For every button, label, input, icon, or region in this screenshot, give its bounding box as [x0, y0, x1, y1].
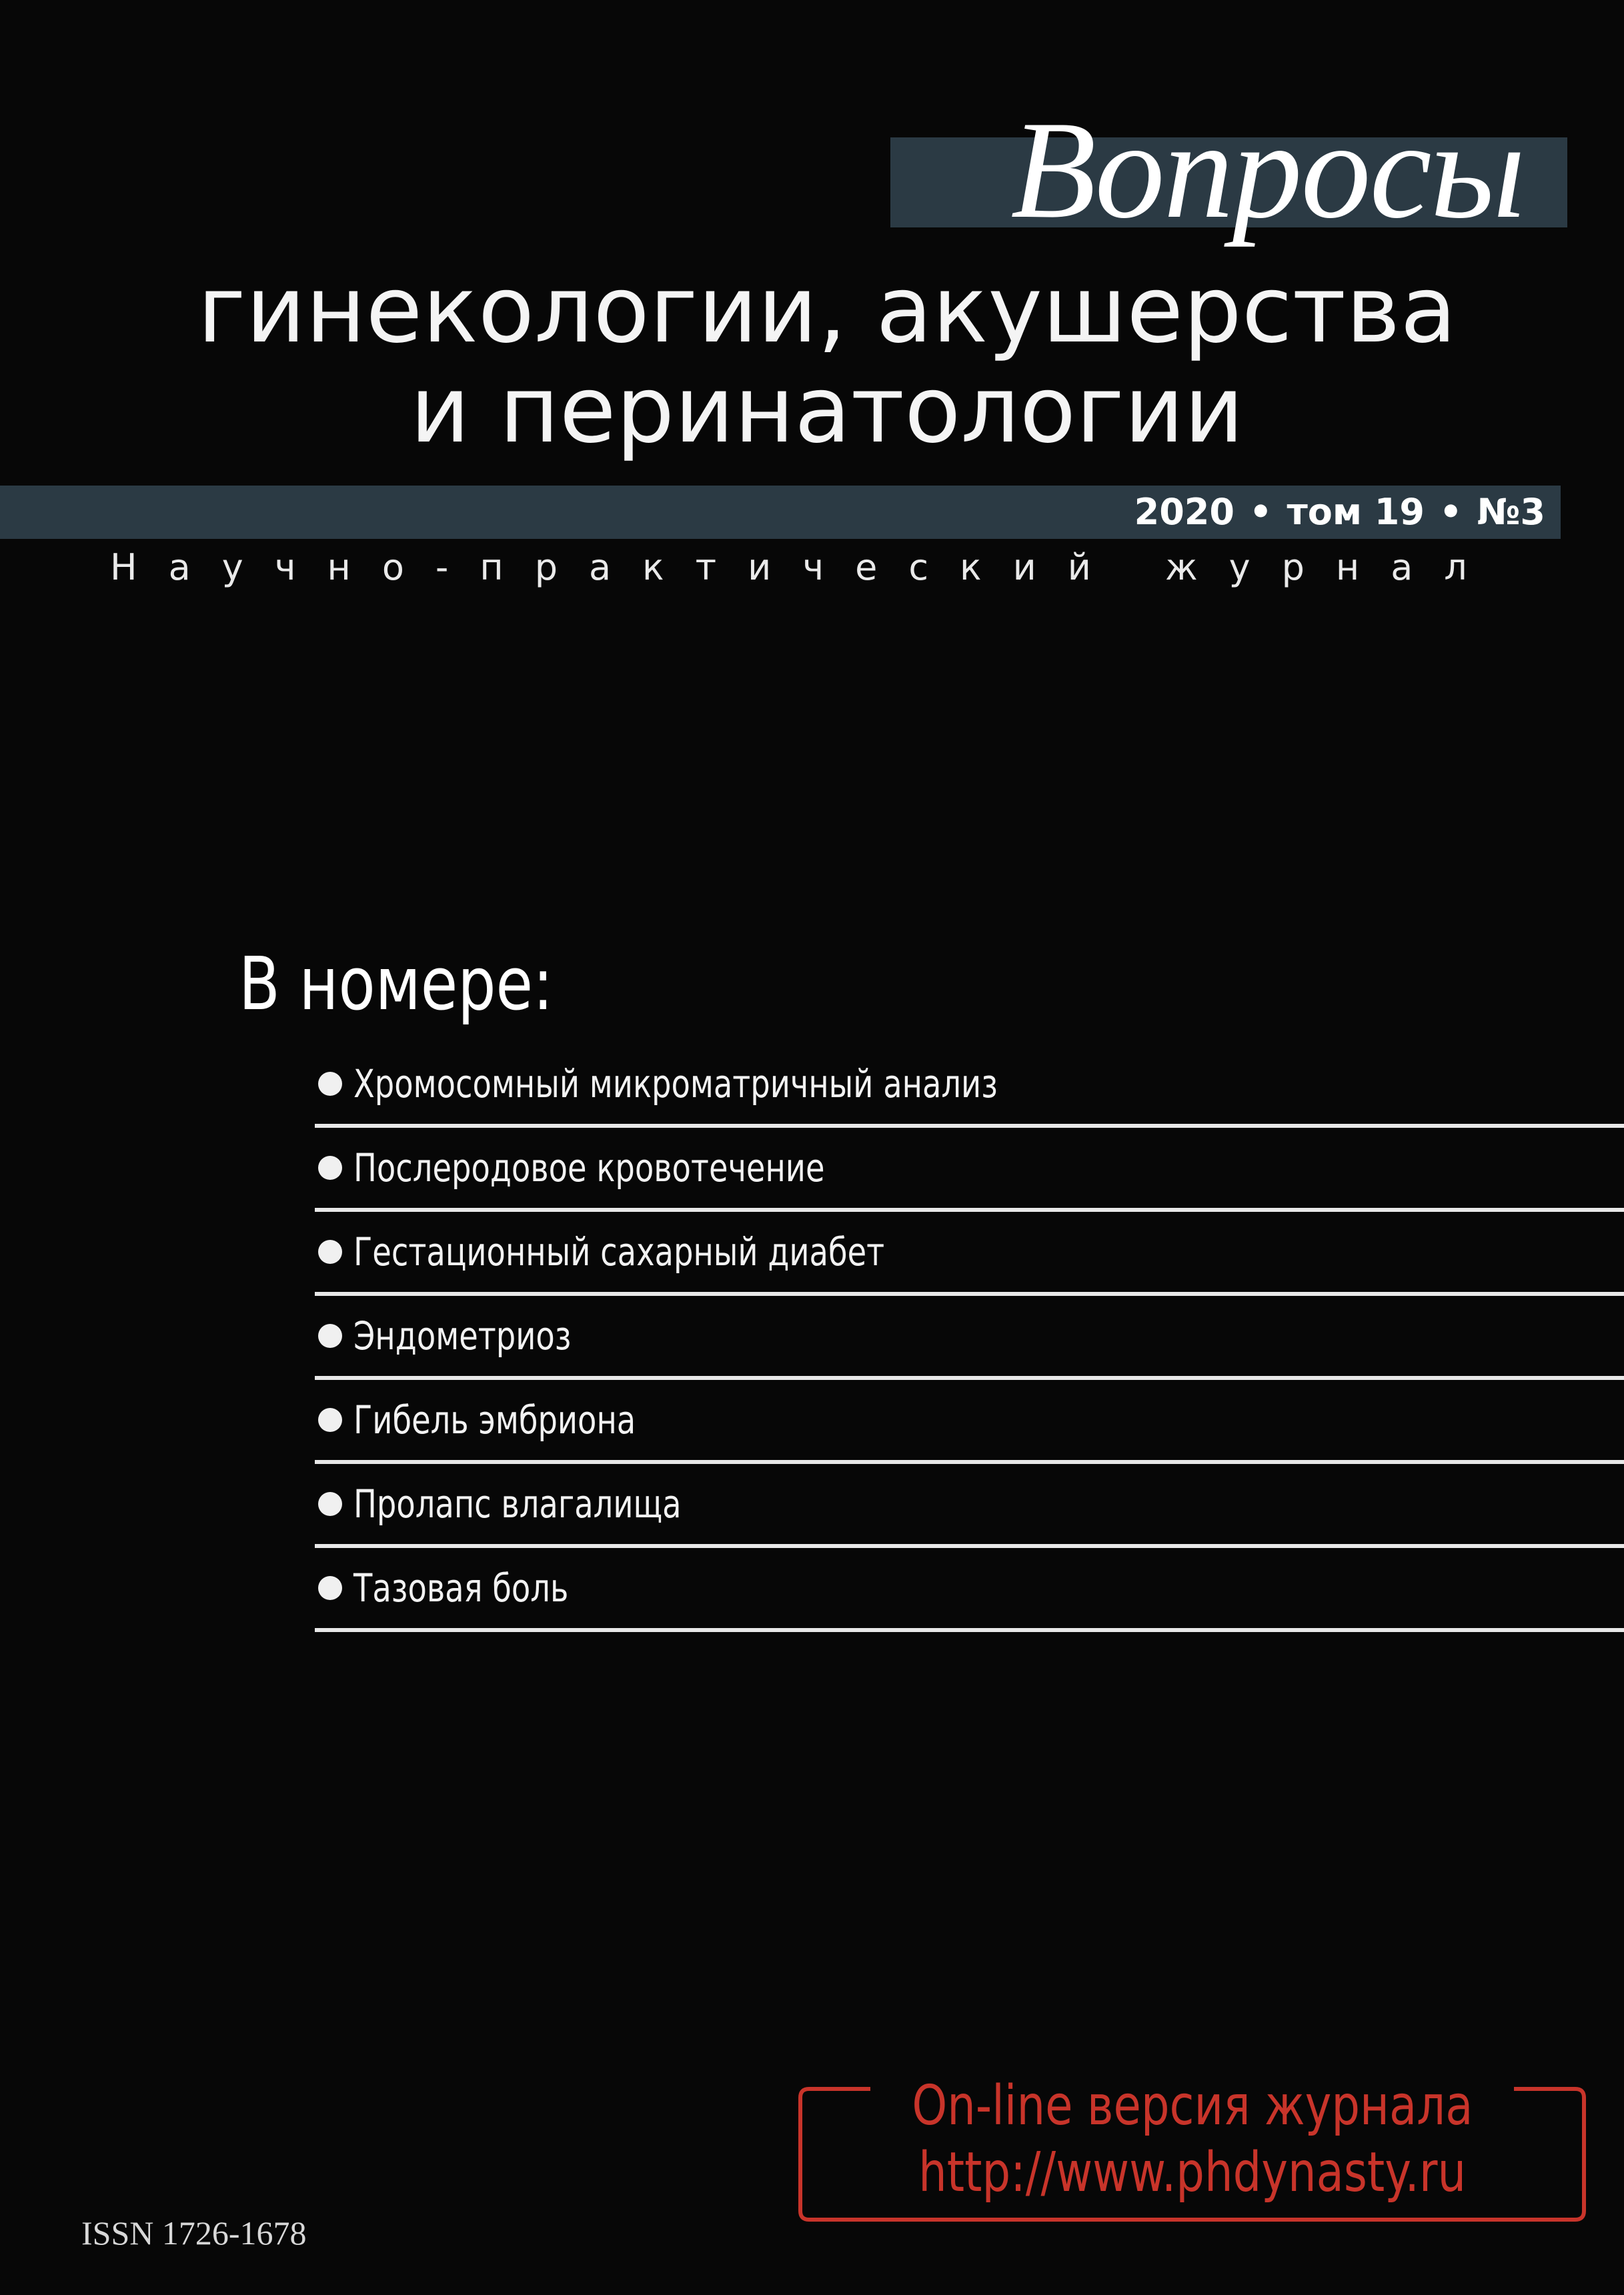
contents-item-label: Эндометриоз	[353, 1313, 572, 1359]
bullet-icon	[318, 1408, 342, 1432]
contents-item	[315, 1128, 1624, 1212]
journal-subtitle	[113, 256, 1541, 464]
contents-item	[315, 1212, 1624, 1296]
contents-item-label: Хромосомный микроматричный анализ	[353, 1061, 998, 1106]
bullet-icon	[318, 1240, 342, 1264]
bullet-icon	[318, 1324, 342, 1348]
online-version-box	[797, 2074, 1587, 2234]
contents-list	[315, 1044, 1624, 1632]
contents-item-label: Гестационный сахарный диабет	[353, 1229, 885, 1275]
issue-info	[1134, 489, 1545, 536]
contents-item	[315, 1296, 1624, 1380]
contents-item-label: Послеродовое кровотечение	[353, 1145, 825, 1191]
bullet-icon	[318, 1492, 342, 1516]
contents-item-label: Тазовая боль	[353, 1565, 569, 1611]
online-version-url[interactable]	[797, 2141, 1587, 2205]
contents-item-label: Пролапс влагалища	[353, 1481, 682, 1527]
separator-dot: •	[1439, 491, 1463, 533]
contents-heading: В номере:	[239, 941, 554, 1026]
issue-year: 2020	[1134, 491, 1235, 533]
journal-title: Вопросы	[1010, 93, 1524, 247]
bullet-icon	[318, 1156, 342, 1180]
contents-item	[315, 1464, 1624, 1548]
subtitle-line-2: и перинатологии	[410, 356, 1245, 464]
separator-dot: •	[1249, 491, 1273, 533]
contents-item	[315, 1380, 1624, 1464]
contents-item	[315, 1548, 1624, 1632]
bullet-icon	[318, 1072, 342, 1096]
journal-tagline: Научно-практический журнал	[110, 546, 1499, 588]
issn-number: ISSN 1726-1678	[81, 2214, 307, 2252]
online-version-url-text[interactable]: http://www.phdynasty.ru	[918, 2141, 1466, 2204]
contents-item	[315, 1044, 1624, 1128]
online-version-label	[797, 2074, 1587, 2138]
contents-item-label: Гибель эмбриона	[353, 1397, 636, 1443]
online-version-label-text: On-line версия журнала	[911, 2074, 1473, 2138]
bullet-icon	[318, 1576, 342, 1600]
subtitle-line-1: гинекологии, акушерства	[197, 256, 1457, 363]
issue-volume: том 19	[1287, 491, 1425, 533]
issue-number: №3	[1477, 491, 1545, 533]
